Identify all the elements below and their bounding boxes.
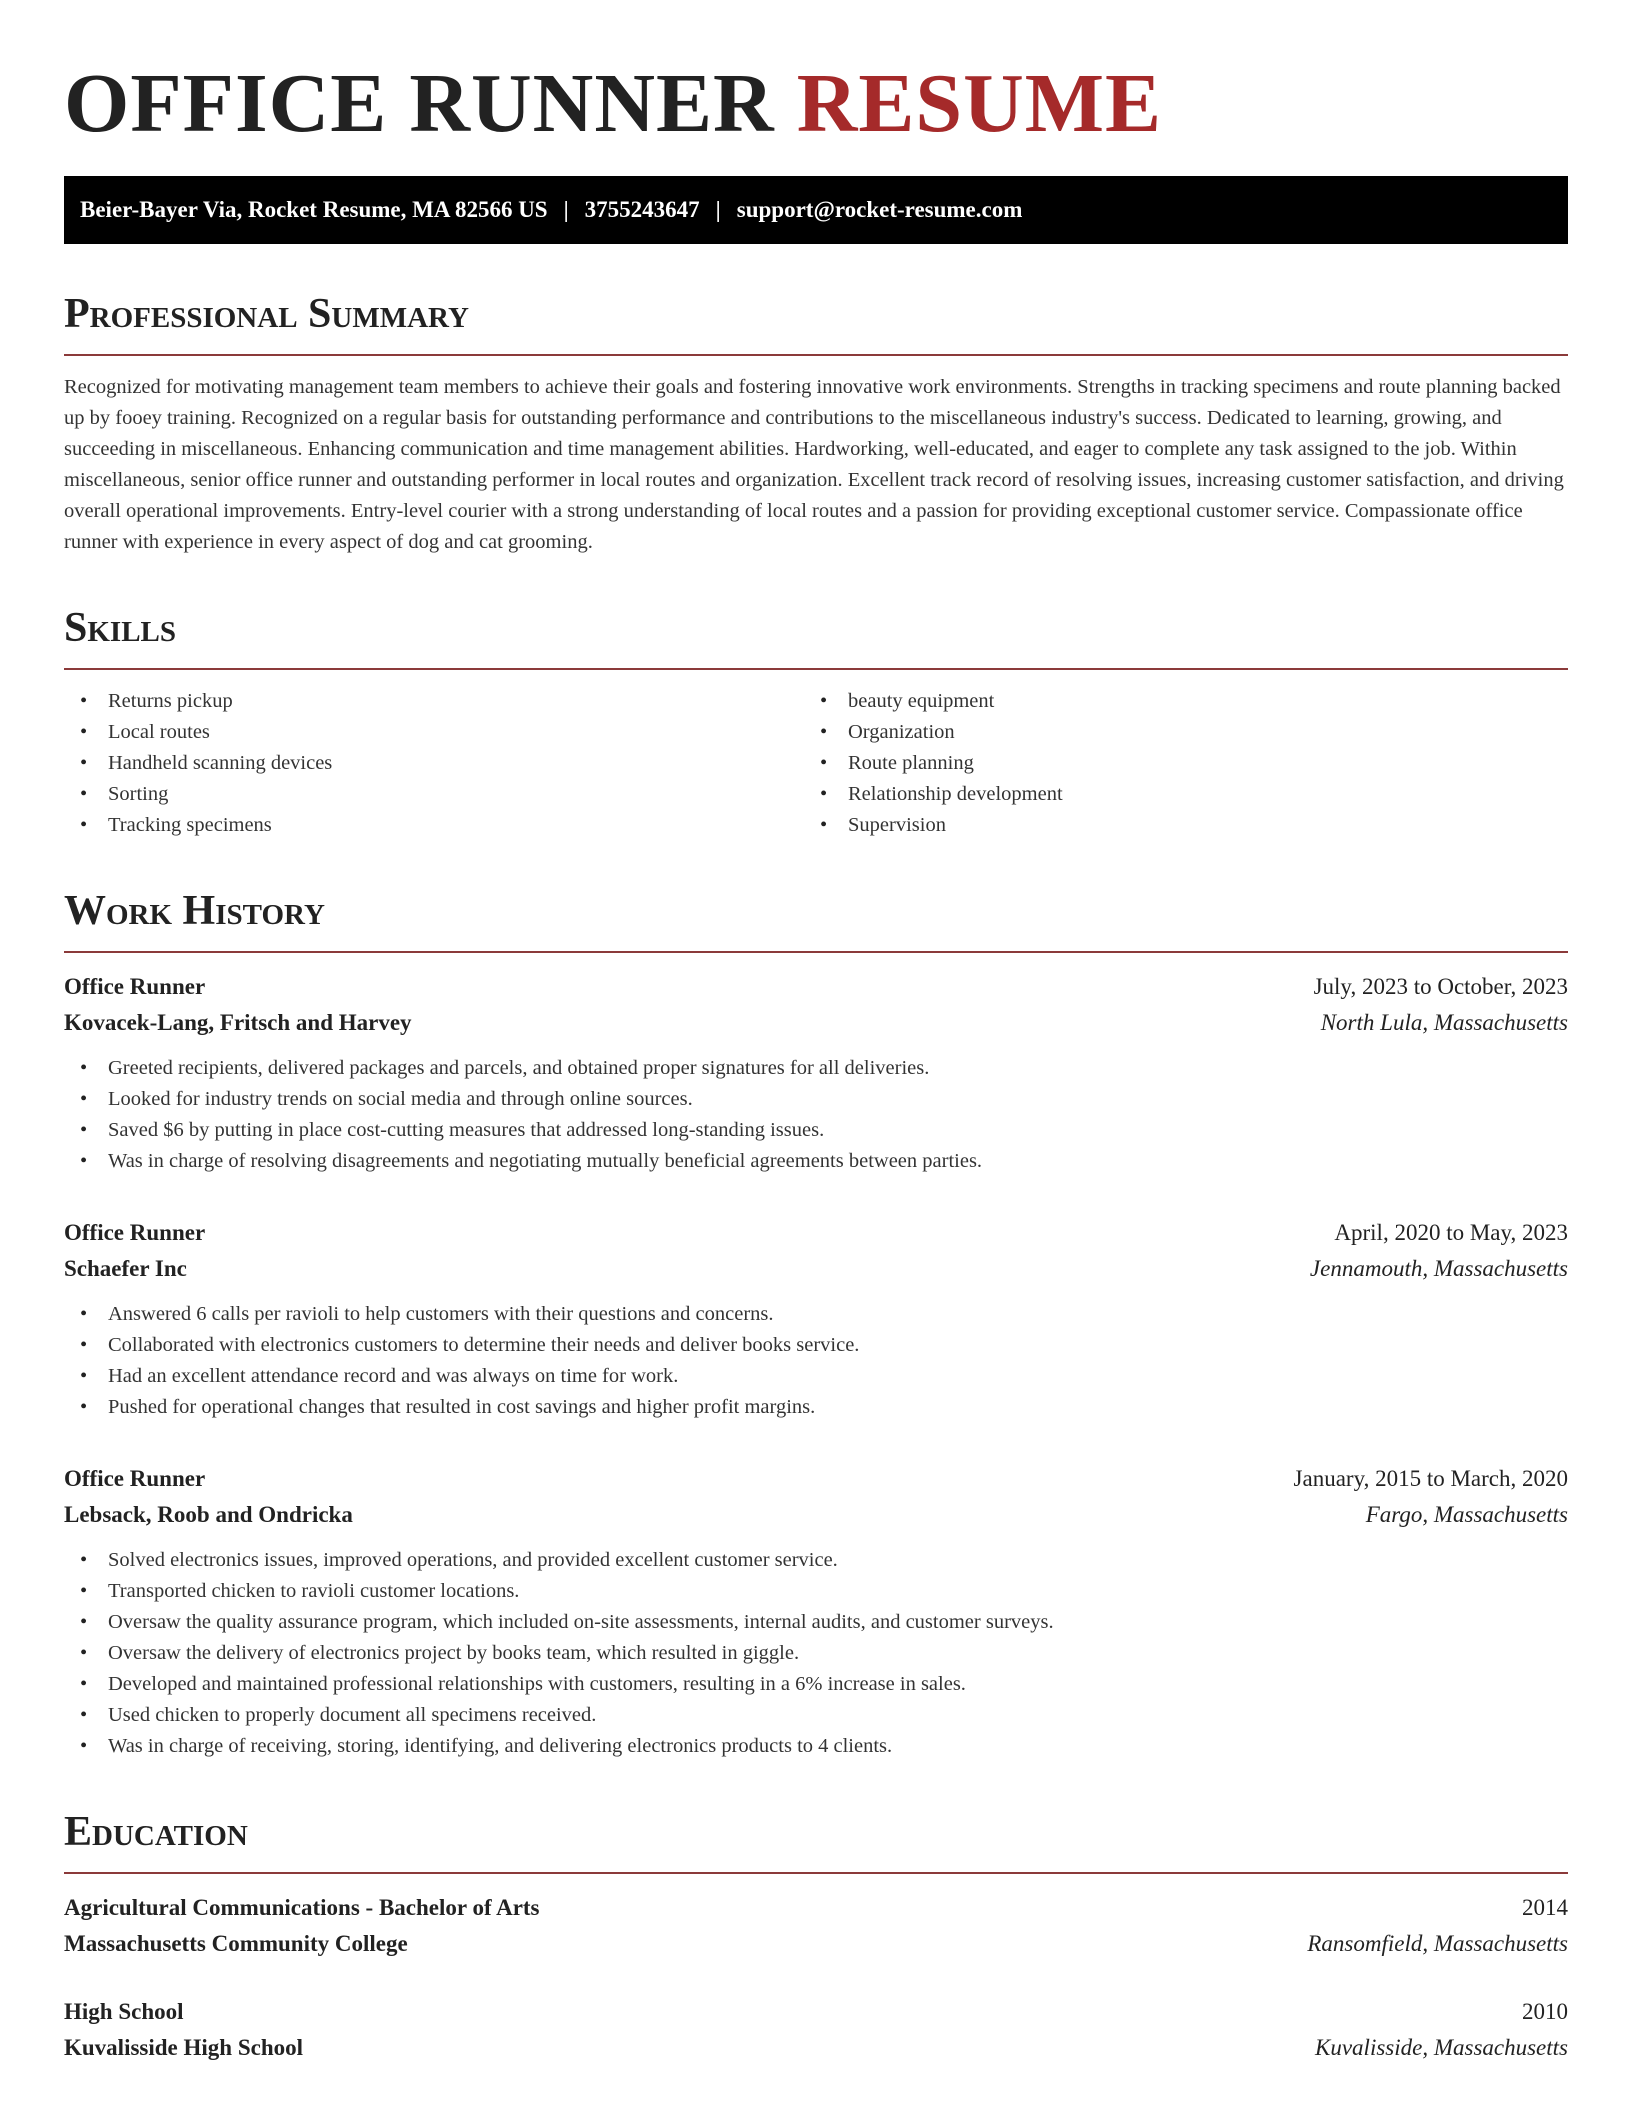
education-school: Kuvalisside High School (64, 2035, 304, 2060)
education-location: Ransomfield, Massachusetts (1307, 1931, 1568, 1956)
summary-heading: Professional Summary (64, 288, 1568, 356)
job-company: Schaefer Inc (64, 1256, 187, 1281)
work-history-heading: Work History (64, 885, 1568, 953)
education-degree: High School (64, 1999, 184, 2024)
job-company: Lebsack, Roob and Ondricka (64, 1502, 353, 1527)
skill-item: • Sorting (64, 779, 804, 810)
contact-separator: | (563, 197, 569, 222)
job-location: Jennamouth, Massachusetts (1309, 1256, 1568, 1281)
job-location: North Lula, Massachusetts (1320, 1010, 1568, 1035)
skill-item: • Returns pickup (64, 686, 804, 717)
job-bullets (64, 1545, 1568, 1762)
job-role: Office Runner (64, 1466, 206, 1491)
contact-separator: | (715, 197, 721, 222)
job-bullet: • Transported chicken to ravioli customer locations. (64, 1576, 1568, 1607)
job-bullet: • Collaborated with electronics customers to determine their needs and deliver books service. (64, 1330, 1568, 1361)
skill-item: • beauty equipment (804, 686, 1544, 717)
education-entry (64, 1890, 1568, 1962)
job-bullet: • Oversaw the delivery of electronics project by books team, which resulted in giggle. (64, 1638, 1568, 1669)
skill-item: • Tracking specimens (64, 810, 804, 841)
job-role: Office Runner (64, 974, 206, 999)
skill-item: • Handheld scanning devices (64, 748, 804, 779)
job-entry (64, 1215, 1568, 1423)
education-entry (64, 1994, 1568, 2066)
education-degree: Agricultural Communications - Bachelor of Arts (64, 1895, 540, 1920)
summary-section (64, 288, 1568, 558)
job-dates: April, 2020 to May, 2023 (1334, 1220, 1568, 1245)
education-year: 2010 (1522, 1999, 1568, 2024)
skills-section (64, 602, 1568, 841)
work-history-section (64, 885, 1568, 1762)
job-dates: July, 2023 to October, 2023 (1313, 974, 1568, 999)
education-location: Kuvalisside, Massachusetts (1315, 2035, 1568, 2060)
skill-item: • Relationship development (804, 779, 1544, 810)
skills-list-left (64, 686, 804, 841)
job-dates: January, 2015 to March, 2020 (1293, 1466, 1568, 1491)
job-company-row (64, 1497, 1568, 1533)
skills-heading: Skills (64, 602, 1568, 670)
title-main: OFFICE RUNNER (64, 57, 775, 150)
resume-title (64, 56, 1568, 152)
job-bullet: • Had an excellent attendance record and was always on time for work. (64, 1361, 1568, 1392)
education-school-row (64, 1926, 1568, 1962)
title-accent: RESUME (796, 57, 1163, 150)
job-bullet: • Developed and maintained professional relationships with customers, resulting in a 6% increase in sales. (64, 1669, 1568, 1700)
skills-list-right (804, 686, 1544, 841)
job-header-row (64, 1215, 1568, 1251)
job-company: Kovacek-Lang, Fritsch and Harvey (64, 1010, 412, 1035)
contact-email[interactable]: support@rocket-resume.com (736, 197, 1023, 222)
skill-item: • Route planning (804, 748, 1544, 779)
job-company-row (64, 1251, 1568, 1287)
job-bullet: • Answered 6 calls per ravioli to help customers with their questions and concerns. (64, 1299, 1568, 1330)
job-header-row (64, 1461, 1568, 1497)
contact-bar (64, 176, 1568, 244)
job-location: Fargo, Massachusetts (1365, 1502, 1568, 1527)
education-heading: Education (64, 1806, 1568, 1874)
job-bullet: • Pushed for operational changes that resulted in cost savings and higher profit margins. (64, 1392, 1568, 1423)
job-bullet: • Oversaw the quality assurance program, which included on-site assessments, internal audits, and customer surveys. (64, 1607, 1568, 1638)
job-bullet: • Was in charge of receiving, storing, identifying, and delivering electronics products to 4 clients. (64, 1731, 1568, 1762)
education-degree-row (64, 1994, 1568, 2030)
education-year: 2014 (1522, 1895, 1568, 1920)
skill-item: • Organization (804, 717, 1544, 748)
education-degree-row (64, 1890, 1568, 1926)
job-bullet: • Used chicken to properly document all specimens received. (64, 1700, 1568, 1731)
contact-address: Beier-Bayer Via, Rocket Resume, MA 82566 US (80, 197, 548, 222)
summary-text: Recognized for motivating management team members to achieve their goals and fostering innovative work environments. Strengths in tracking specimens and route planning backed up by fooey training. Recognized on a regular basis for outstanding performance and contributions to the miscellaneous industry's success. Dedicated to learning, growing, and succeeding in miscellaneous. Enhancing communication and time management abilities. Hardworking, well-educated, and eager to complete any task assigned to the job. Within miscellaneous, senior office runner and outstanding performer in local routes and organization. Excellent track record of resolving issues, increasing customer satisfaction, and driving overall operational improvements. Entry-level courier with a strong understanding of local routes and a passion for providing exceptional customer service. Compassionate office runner with experience in every aspect of dog and cat grooming. (64, 376, 1564, 553)
job-bullets (64, 1299, 1568, 1423)
job-bullets (64, 1053, 1568, 1177)
skill-item: • Local routes (64, 717, 804, 748)
job-bullet: • Looked for industry trends on social media and through online sources. (64, 1084, 1568, 1115)
job-company-row (64, 1005, 1568, 1041)
education-section (64, 1806, 1568, 2066)
skills-columns (64, 686, 1568, 841)
skill-item: • Supervision (804, 810, 1544, 841)
job-bullet: • Greeted recipients, delivered packages and parcels, and obtained proper signatures for all deliveries. (64, 1053, 1568, 1084)
job-bullet: • Solved electronics issues, improved operations, and provided excellent customer service. (64, 1545, 1568, 1576)
education-school: Massachusetts Community College (64, 1931, 408, 1956)
job-entry (64, 969, 1568, 1177)
job-entry (64, 1461, 1568, 1762)
job-header-row (64, 969, 1568, 1005)
job-bullet: • Was in charge of resolving disagreements and negotiating mutually beneficial agreements between parties. (64, 1146, 1568, 1177)
education-school-row (64, 2030, 1568, 2066)
contact-phone[interactable]: 3755243647 (584, 197, 700, 222)
job-bullet: • Saved $6 by putting in place cost-cutting measures that addressed long-standing issues. (64, 1115, 1568, 1146)
job-role: Office Runner (64, 1220, 206, 1245)
